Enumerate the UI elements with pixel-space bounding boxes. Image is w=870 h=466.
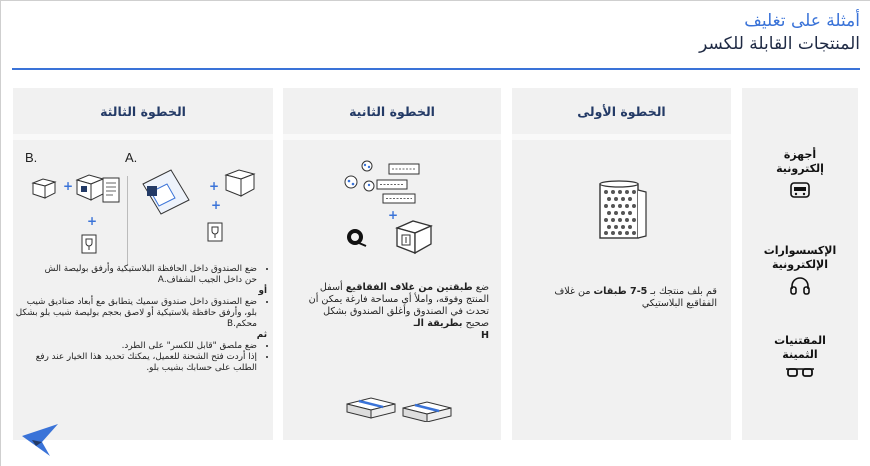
bubble-wrap-roll-icon (594, 180, 650, 246)
options-divider (127, 176, 128, 266)
h-tape-box-icon (345, 396, 455, 426)
fragile-box-icon (393, 216, 435, 260)
box-icon (223, 166, 257, 202)
or-label: أو (258, 286, 267, 296)
instruction-item: • ضع الصندوق داخل صندوق سميك يتطابق مع أبعاد صناديق شيب بلو، وأرفق حافظة بلاستيكية أو لاصق بحجم بوليصة شيب بلو بشكل محكم.B (15, 297, 257, 330)
tape-roll-icon (345, 226, 367, 252)
step3-panel (13, 88, 273, 440)
step2-text: ضع طبقتين من غلاف الفقاقيع أسفل المنتج وفوقه، واملأ أي مساحة فارغة يمكن أن تحدث في الصندوق وأغلق الصندوق بشكل صحيح بطريقة الـ H (308, 282, 489, 341)
step2-panel (283, 88, 501, 440)
game-controller-icon (742, 180, 858, 200)
option-b-label: B. (25, 150, 38, 165)
category-valuables (742, 334, 858, 380)
step1-title: الخطوة الأولى (512, 88, 731, 140)
box-with-label-icon (75, 170, 121, 208)
plus-icon: + (388, 208, 399, 222)
glasses-icon (742, 366, 858, 380)
fragile-label-icon (81, 234, 97, 258)
box-icon (31, 176, 57, 204)
plus-icon: + (209, 179, 220, 193)
category-label: أجهزة إلكترونية (776, 148, 824, 175)
category-accessories (742, 244, 858, 296)
plastic-pouch-icon (137, 166, 193, 220)
page-title: المنتجات القابلة للكسر (699, 34, 860, 54)
fragile-label-icon (207, 222, 223, 246)
instruction-item: • ضع الصندوق داخل الحافظة البلاستيكية وأرفق بوليصة الش حن داخل الجيب الشفاف.A (15, 264, 257, 286)
instruction-item: • إذا أردت فتح الشحنة للعميل، يمكنك تحديد هذا الخيار عند رفع الطلب على حسابك بشيب بلو. (15, 352, 257, 374)
category-label: الإكسسوارات الإلكترونية (763, 244, 837, 271)
then-label: ثم (256, 330, 267, 340)
plus-icon: + (63, 179, 74, 193)
category-label: المقتنيات الثمينة (774, 334, 826, 361)
instruction-item: • ضع ملصق "قابل للكسر" على الطرد. (15, 341, 257, 352)
brand-logo-icon (20, 422, 60, 462)
plus-icon: + (211, 198, 222, 212)
headphones-icon (742, 276, 858, 296)
categories-panel (742, 88, 858, 440)
plus-icon: + (87, 214, 98, 228)
option-a-label: A. (125, 150, 138, 165)
step3-title: الخطوة الثالثة (13, 88, 273, 140)
packing-materials-icon (339, 158, 429, 210)
header-subtitle: أمثلة على تغليف (744, 11, 860, 31)
header-divider (12, 68, 860, 70)
step1-text: قم بلف منتجك بـ 5-7 طبقات من غلاف الفقاقيع البلاستيكي (554, 286, 717, 309)
step3-instructions (15, 264, 267, 374)
page-header (699, 10, 860, 56)
category-electronics (742, 148, 858, 200)
step1-panel (512, 88, 731, 440)
step2-title: الخطوة الثانية (283, 88, 501, 140)
